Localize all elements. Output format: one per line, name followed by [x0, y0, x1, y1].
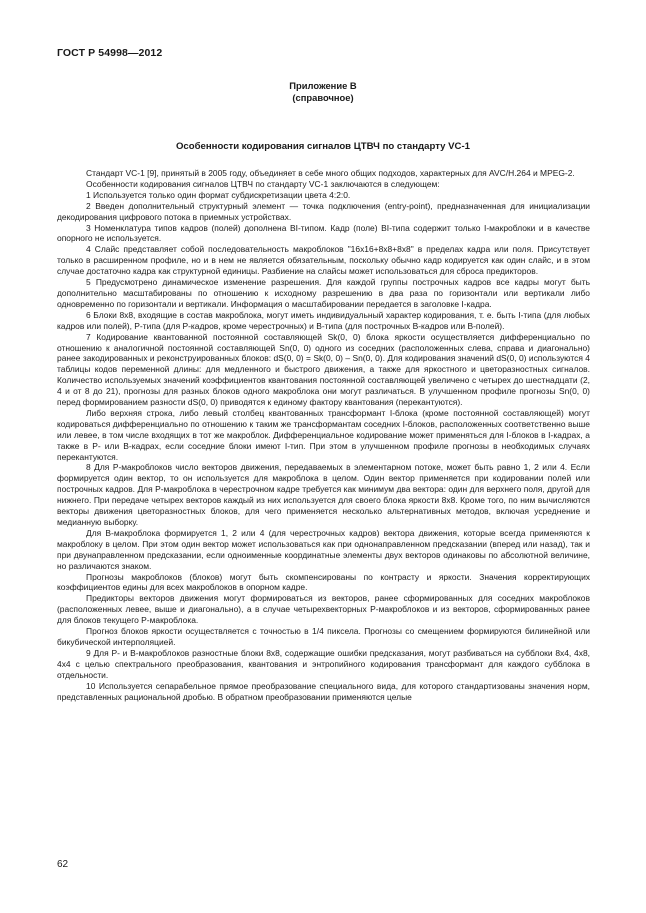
body-text	[57, 168, 590, 702]
paragraph: Прогноз блоков яркости осуществляется с точностью в 1/4 пиксела. Прогнозы со смещением формируются билинейной или бикубической интерполяцией.	[57, 626, 590, 647]
standard-header: ГОСТ Р 54998—2012	[57, 47, 163, 59]
paragraph: Предикторы векторов движения могут формироваться из векторов, ранее сформированных для соседних макроблоков (расположенных левее, выше и диагонально), а в случае четырехвекторных P-макроблоков и из векторов, сформированных ранее для блоков текущего P-макроблока.	[57, 593, 590, 626]
paragraph: 9 Для P- и B-макроблоков разностные блоки 8x8, содержащие ошибки предсказания, могут разбиваться на субблоки 8x4, 4x8, 4x4 с целью спектрального преобразования, квантования и энтропийного кодирования трансформант для каждого субблока в отдельности.	[57, 647, 590, 680]
paragraph: 7 Кодирование квантованной постоянной составляющей Sk(0, 0) блока яркости осуществляется дифференциально по отношению к аналогичной постоянной составляющей Sn(0, 0) одного из соседних (расположенных слева, справа и диагонально) ранее закодированных и реконструированных блоков: dS(0, 0) = Sk(0, 0) – Sn(0, 0). Для кодирования значений dS(0, 0) используются 4 таблицы кодов переменной длины: для медленного и быстрого движения, а также для яркостного и цветоразностных сигналов. Количество используемых значений коэффициентов квантования постоянной составляющей увеличено с четырех до шестнадцати (2, 4 и от 8 до 21), прогнозы для разных блоков одного макроблока они могут различаться. В улучшенном профиле прогнозы Sn(0, 0) перед формированием разности dS(0, 0) приводятся к единому фактору квантования (перекантуются).	[57, 331, 590, 408]
paragraph: 4 Слайс представляет собой последовательность макроблоков "16x16+8x8+8x8" в пределах кадра или поля. Присутствует только в расширенном профиле, но и в нем не является обязательным, поскольку обычно кадр кодируется как один слайс, и в этом случае достаточно кадра как структурной единицы. Разбиение на слайсы может использоваться для сброса предикторов.	[57, 244, 590, 277]
appendix-label: Приложение В	[289, 80, 357, 91]
paragraph: 8 Для P-макроблоков число векторов движения, передаваемых в элементарном потоке, может быть равно 1, 2 или 4. Если формируется один вектор, то он используется для макроблока в целом. Один вектор применяется при кодировании полей или построчных кадров. Для P-макроблока в черестрочном кадре требуется как минимум два вектора: один для верхнего поля, другой для нижнего. При передаче четырех векторов каждый из них используется для своего блока яркости 8x8. Кроме того, по ним вычисляются векторы движения цветоразностных блоков, для чего применяется несколько альтернативных методов, включая усреднение и медианную выборку.	[57, 462, 590, 527]
paragraph: 2 Введен дополнительный структурный элемент — точка подключения (entry-point), предназначенная для инициализации декодирования цифрового потока в приемных устройствах.	[57, 200, 590, 222]
paragraph: 1 Используется только один формат субдискретизации цвета 4:2:0.	[86, 189, 351, 200]
paragraph: 5 Предусмотрено динамическое изменение разрешения. Для каждой группы построчных кадров все кадры могут быть дополнительно масштабированы по отношению к исходному разрешению в два раза по горизонтали или вертикали либо одновременно по горизонтали и вертикали. Информация о масштабировании передается в заголовке I-кадра.	[57, 277, 590, 309]
paragraph: Либо верхняя строка, либо левый столбец квантованных трансформант I-блока (кроме постоянной составляющей) могут кодироваться дифференциально по отношению к таким же трансформантам соседних I-блоков, расположенных соответственно выше или левее, в том числе входящих в тот же макроблок. Дифференциальное кодирование может применяться для I-блоков в I-кадрах, а также в P- или B-кадрах, если соседние блоки имеют I-тип. При этом в улучшенном профиле прогнозы в необходимых случаях перекантуются.	[57, 407, 590, 462]
paragraph: 6 Блоки 8x8, входящие в состав макроблока, могут иметь индивидуальный характер кодирования, т. е. быть I-типа (для любых кадров или полей), P-типа (для P-кадров, кроме черестрочных) и B-типа (для построчных B-кадров или B-полей).	[57, 309, 590, 331]
paragraph: Прогнозы макроблоков (блоков) могут быть скомпенсированы по контрасту и яркости. Значения корректирующих коэффициентов едины для всех макроблоков в опорном кадре.	[57, 571, 590, 593]
page-number: 62	[57, 859, 69, 870]
paragraph: 10 Используется сепарабельное прямое преобразование специального вида, для которого стандартизованы значения норм, представленных рациональной дробью. В обратном преобразовании применяются целые	[57, 680, 590, 702]
paragraph: Для B-макроблока формируется 1, 2 или 4 (для черестрочных кадров) вектора движения, которые всегда применяются к макроблоку в целом. При этом один вектор может использоваться как при однонаправленном предсказании (вперед или назад), так и при двунаправленном предсказании, если одноименные координатные элементы двух векторов одинаковы по абсолютной величине, но различаются знаком.	[57, 527, 590, 571]
appendix-heading	[0, 80, 646, 104]
paragraph: Особенности кодирования сигналов ЦТВЧ по стандарту VC-1 заключаются в следующем:	[86, 178, 440, 189]
paragraph: 3 Номенклатура типов кадров (полей) дополнена BI-типом. Кадр (поле) BI-типа содержит только I-макроблоки и в качестве опорного не используется.	[57, 222, 590, 244]
paragraph: Стандарт VC-1 [9], принятый в 2005 году, объединяет в себе много общих подходов, характерных для AVC/H.264 и MPEG-2.	[86, 168, 575, 178]
appendix-note: (справочное)	[292, 92, 354, 103]
section-title: Особенности кодирования сигналов ЦТВЧ по стандарту VC-1	[175, 141, 471, 152]
